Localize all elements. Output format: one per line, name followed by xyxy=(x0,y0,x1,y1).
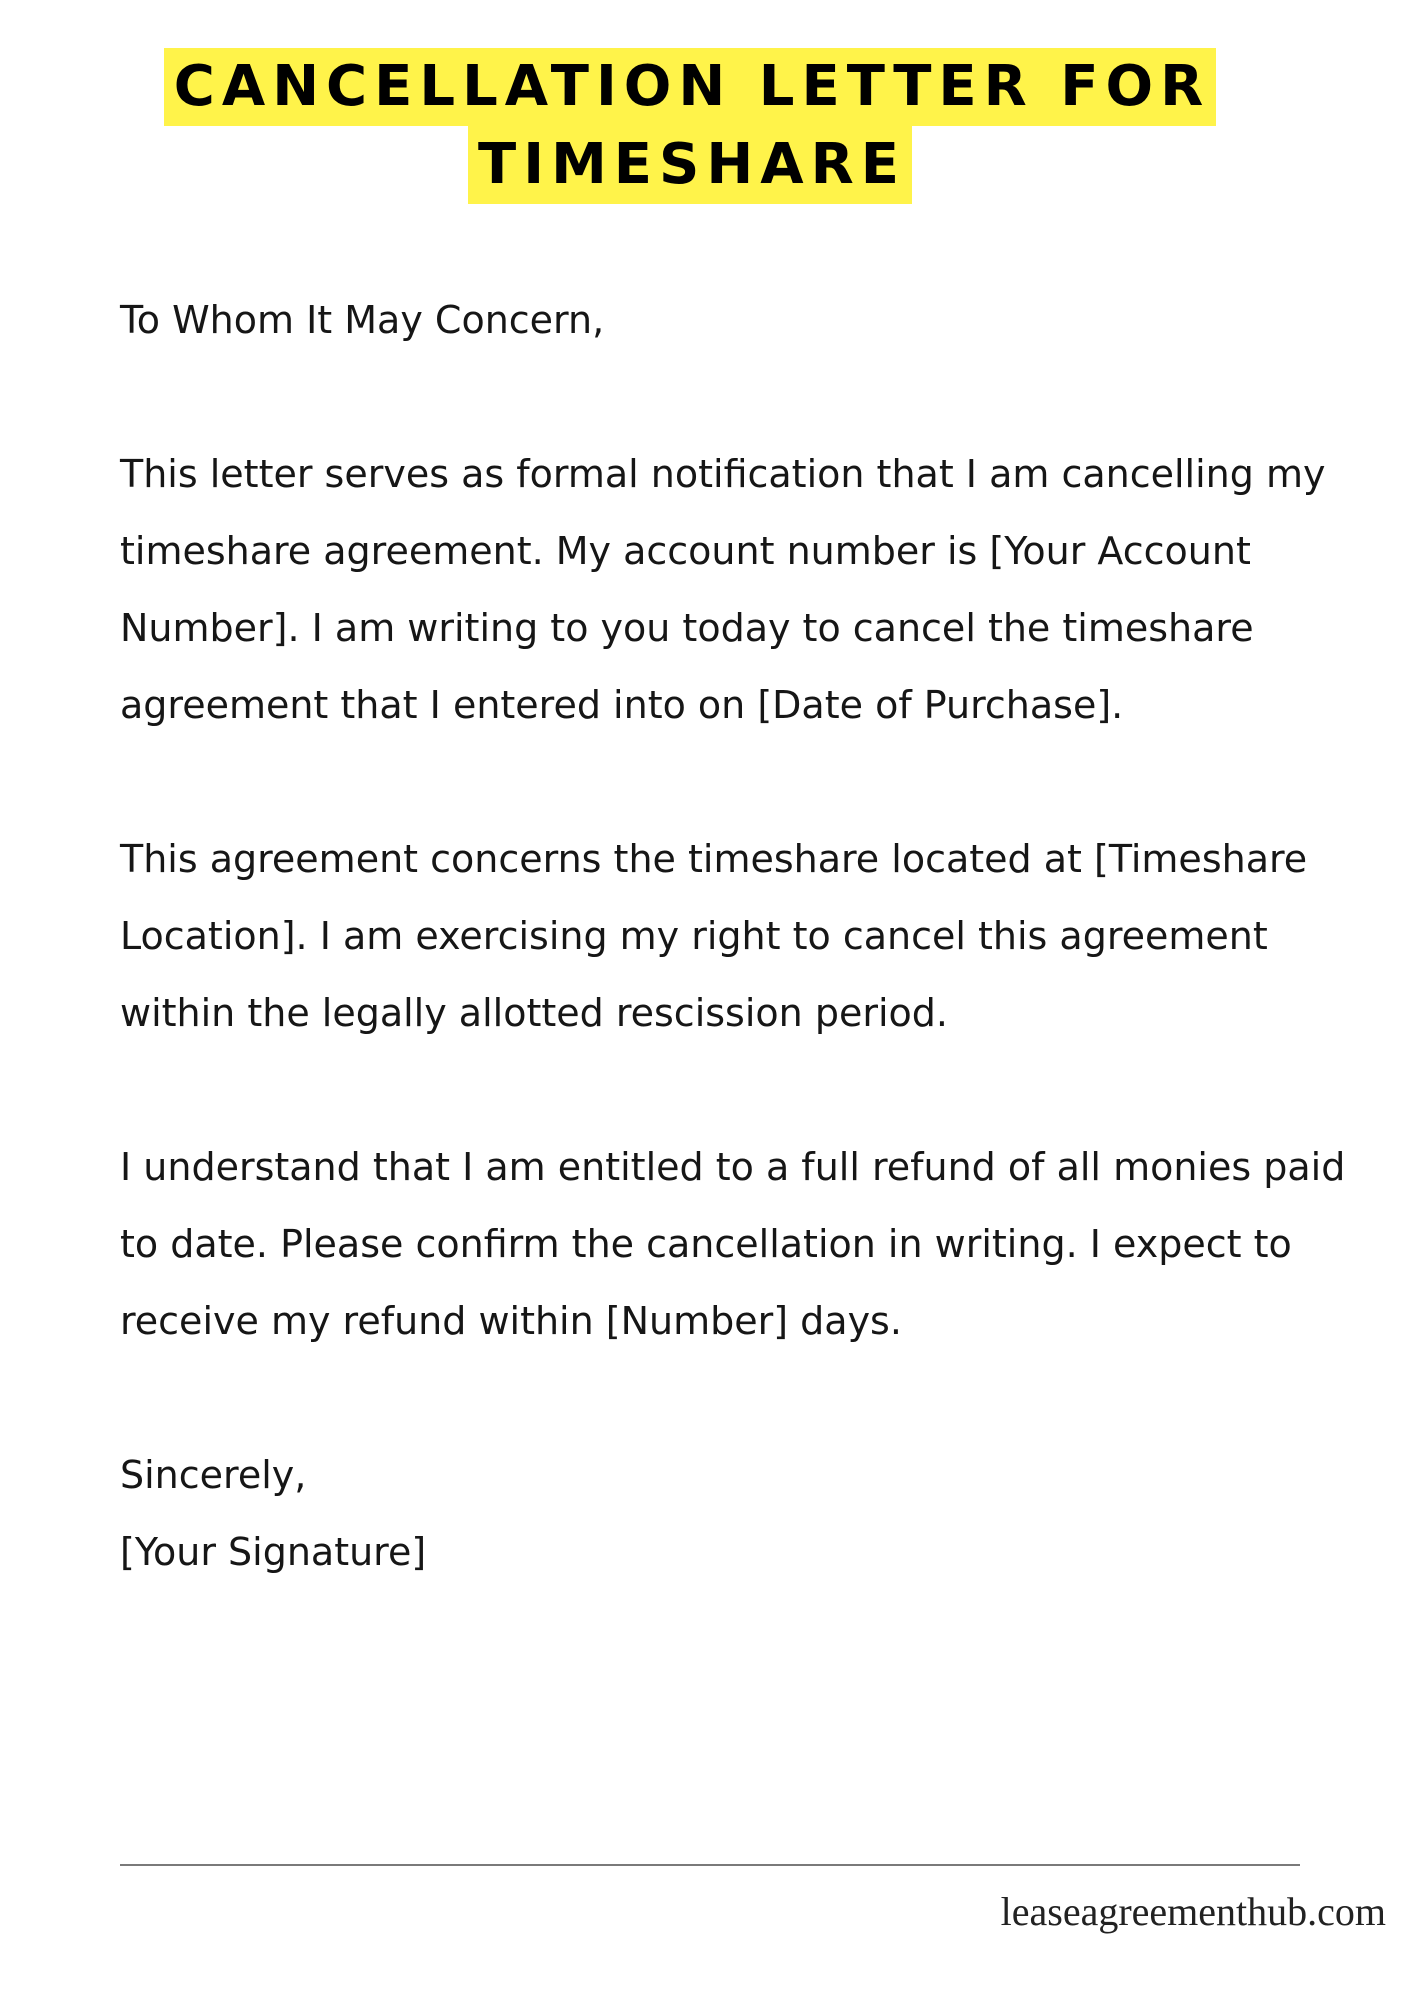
paragraph-2: This agreement concerns the timeshare located at [Timeshare Location]. I am exercising my right to cancel this agreement within the legally allotted rescission period. xyxy=(120,837,1308,1035)
signature-placeholder: [Your Signature] xyxy=(120,1530,427,1574)
paragraph-gap xyxy=(120,359,1350,436)
salutation: To Whom It May Concern, xyxy=(120,298,605,342)
footer-divider xyxy=(120,1864,1300,1866)
paragraph-gap xyxy=(120,744,1350,821)
paragraph-1: This letter serves as formal notification that I am cancelling my timeshare agreement. My account number is [Your Account Number]. I am writing to you today to cancel the timeshare agreement that I entered into on [Date of Purchase]. xyxy=(120,452,1326,727)
closing: Sincerely, xyxy=(120,1453,307,1497)
document-title xyxy=(0,48,1380,204)
letter-body xyxy=(120,282,1350,1591)
footer-website: leaseagreementhub.com xyxy=(1000,1889,1386,1934)
paragraph-3: I understand that I am entitled to a full refund of all monies paid to date. Please confirm the cancellation in writing. I expect to receive my refund within [Number] days. xyxy=(120,1145,1346,1343)
title-line-1: CANCELLATION LETTER FOR xyxy=(164,48,1217,126)
title-line-2: TIMESHARE xyxy=(468,126,912,204)
paragraph-gap xyxy=(120,1052,1350,1129)
paragraph-gap xyxy=(120,1360,1350,1437)
